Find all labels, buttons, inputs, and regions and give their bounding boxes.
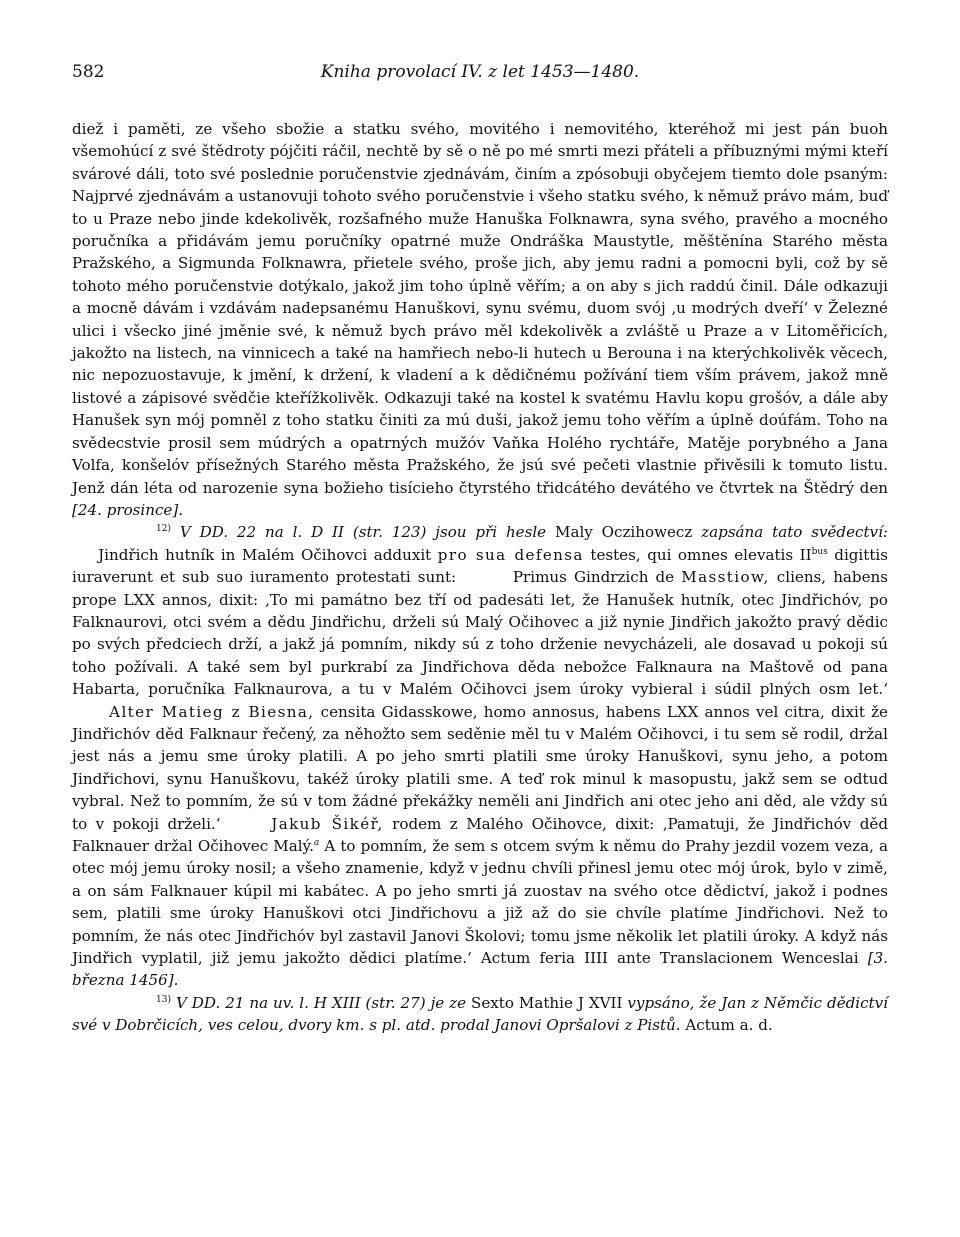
footnote-reference: V DD. 22 na l. D II (str. 123) jsou při hesle (179, 523, 547, 542)
footnote-13 (72, 992, 888, 1037)
witness-name-spaced: Jakub Šikéř, (271, 814, 384, 833)
paragraph-testament (72, 118, 888, 521)
body-text (72, 118, 888, 1037)
testimony-text: cliens, habens prope LXX annos, dixit: ‚To mi památno bez tří od padesáti let, že Hanušek hutník, otec Jindřichóv, po Falknaurovi, otci svém a dědu Jindřichu, drželi sú Malý Očihovec a již nynie Jindřich jakožto pravý dědic po svých předciech drží, a jakž já pomním, nikdy sú z toho drženie nevycházeli, ale dosavad u pokoji sú toho požívali. A také sem byl purkrabí za Jindřichova děda nebožce Falknaura na Maštově od pana Habarta, poručníka Falknaurova, a tu v Malém Očihovci jsem úroky vybieral i súdil plných osm let.‘ (72, 568, 888, 699)
running-title: Kniha provolací IV. z let 1453—1480. (320, 62, 640, 82)
witness-name-spaced: Alter Matieg z Biesna, (109, 702, 315, 721)
latin-text: digittis iuraverunt et sub suo iuramento protestati sunt: (72, 545, 888, 587)
testimony-text: censita Gidasskowe, homo annosus, habens LXX annos vel citra, dixit že Jindřichóv děd Falknaur řečený, za něhožto sem seděnie měl tu v Malém Očihovci, i tu sem sě rodil, držal jest nás a jemu sme úroky platili. A po jeho smrti platili sme úroky Hanuškovi, synu jeho, a potom Jindřichovi, synu Hanuškovu, takéž úroky platili sme. A teď rok minul k masopustu, jakž sem se odtud vybral. Než to pomním, že sú v tom žádné překážky neměli ani Jindřich ani otec jeho ani děd, ale vždy sú to v pokoji drželi.‘ (72, 702, 888, 833)
actum-text: Actum a. d. (685, 1016, 773, 1035)
footnote-reference-tail: vypsáno, že Jan z Němčic dědictví své v Dobrčicích, ves celou, dvory km. s pl. atd. prodal Janovi Opršalovi z Pistů. (72, 993, 888, 1035)
footnote-marker: 12) (156, 524, 171, 535)
witness-name: Primus Gindrzich de (512, 568, 675, 587)
superscript: bus (811, 546, 828, 557)
footnote-reference-tail: zapsána tato svědectví: (701, 523, 888, 542)
entry-heading: Sexto Mathie J XVII (471, 993, 623, 1012)
page-header (72, 62, 888, 82)
footnote-marker: 13) (156, 994, 171, 1005)
latin-text: Jindřich hutník in Malém Očihovci adduxit (98, 545, 432, 564)
testament-text: diež i paměti, ze všeho sbožie a statku svého, movitého i nemovitého, kteréhož mi jest pán buoh všemohúcí z své štědroty pójčiti ráčil, nechtě by sě o ně po mé smrti mezi přáteli a příbuznými mými kteří svárové dáli, toto své poslednie poručenstvie zjednávám, činím a zpósobuji obyčejem tiemto dole psaným: Najprvé zjednávám a ustanovuji tohoto svého poručenstvie i všeho statku svého, k němuž právo mám, buď to u Praze nebo jinde kdekolivěk, rozšafného muže Hanuška Folknawra, syna svého, pravého a mocného poručníka a přidávám jemu poručníky opatrné muže Ondráška Maustytle, měštěnína Starého města Pražského, a Sigmunda Folknawra, přietele svého, proše jich, aby jemu radni a pomocni byli, což by sě tohoto mého poručenstvie dotýkalo, jakož jim toho úplně věřím; a on aby s jich raddú činil. Dále odkazuji a mocně dávám i vzdávám nadepsanému Hanuškovi, synu svému, duom svój ‚u modrých dveří‘ v Železné ulici i všecko jiné jměnie své, k němuž bych právo měl kdekolivěk a zvláště u Praze a v Litoměřicích, jakožto na listech, na vinnicech a také na hamřiech nebo-li hutech u Berouna i na kterýchkolivěk věcech, nic nepozuostavuje, k jmění, k držení, k vladení a k dědičnému požívání tiem vším právem, jakož mně listové a zápisové svědčie kteřížkolivěk. Odkazuji také na kostel k svatému Havlu kopu grošóv, a dále aby Hanušek syn mój pomněl z toho statku činiti za mú duši, jakož jemu toho věřím a úplně doúfám. Toho na svědecstvie prosil sem múdrých a opatrných mužóv Vaňka Holého rychtáře, Matěje porybného a Jana Volfa, konšelóv přísežných Starého města Pražského, že jsú své pečeti vlastnie přivěsili k tomuto listu. Jenž dán léta od narozenie syna božieho tisícieho čtyrstého třidcátého devátého ve čtvrtek na Štědrý den (72, 120, 888, 497)
spaced-phrase: pro sua defensa (437, 545, 584, 564)
witness-name-spaced: Masstiow, (681, 568, 770, 587)
entry-heading: Maly Oczihowecz (554, 523, 693, 542)
testimony-text: rodem z Malého Očihovce, dixit: ‚Pamatuji, že Jindřichóv děd Falknauer držal Očihovec Malý. (72, 814, 888, 855)
page-number: 582 (72, 62, 105, 82)
footnote-reference: V DD. 21 na uv. l. H XIII (str. 27) je ze (175, 993, 467, 1012)
latin-text: testes, qui omnes elevatis II (590, 545, 812, 564)
testimony-text: A to pomním, že sem s otcem svým k němu do Prahy jezdil vozem veza, a otec mój jemu úroky nosil; a všeho znamenie, když v jednu chvíli přinesl jemu otec mój úrok, bylo v zimě, a on sám Falknauer kúpil mi kabátec. A po jeho smrti já zuostav na svého otce dědictví, jakož i podnes sem, platili sme úroky Hanuškovi otci Jindřichovu a již až do sie chvíle platíme Jindřichovi. Než to pomním, že nás otec Jindřichóv byl zastavil Janovi Školovi; tomu jsme několik let platili úroky. A když nás Jindřich vyplatil, již jemu jakožto dědici platíme.‘ Actum feria IIII ante Translacionem Wenceslai (72, 837, 888, 968)
date-note: [24. prosince]. (72, 500, 184, 519)
footnote-12 (72, 521, 888, 992)
date-note: [3. března 1456]. (72, 949, 888, 990)
sic-marker: a (313, 837, 320, 848)
